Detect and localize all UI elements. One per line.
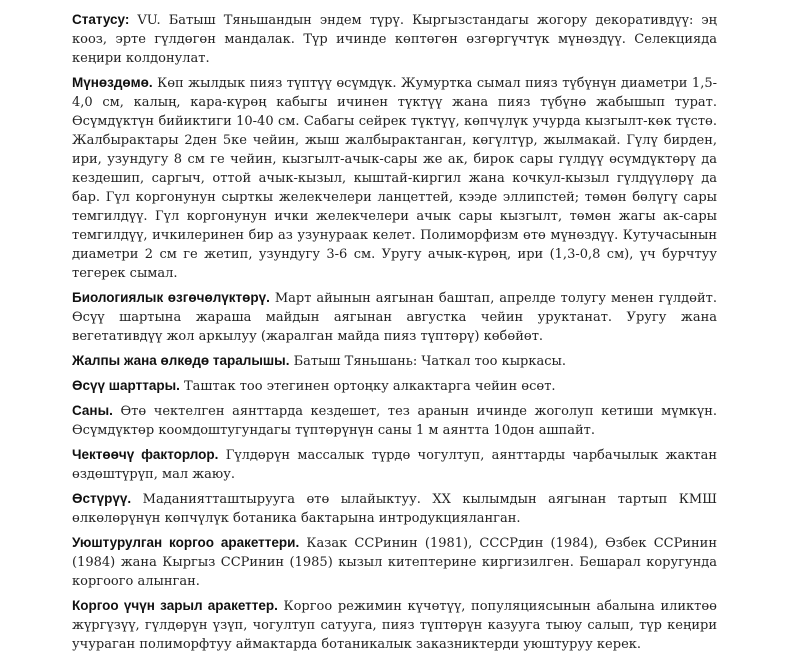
- section-heading: Мүнөздөмө.: [72, 75, 153, 90]
- section-growth-conditions: [72, 376, 717, 396]
- section-text: VU. Батыш Тяньшандын эндем түрү. Кыргызстандагы жогору декоративдүү: эң кооз, эрте гүлдөгөн мандалак. Түр ичинде көптөгөн өзгөргүчтүк мүнөздүү. Селекцияда кеңири колдонулат.: [72, 13, 717, 66]
- section-text: Коргоо режимин күчөтүү, популяциясынын абалына иликтөө жүргүзүү, гүлдөрүн үзүп, чогултуп сатууга, пияз түптөрүн казууга тыюу салып, түр кеңири учураган полиморфтуу аймактарда ботаникалык заказниктерди уюштуруу керек.: [72, 599, 717, 652]
- section-text: Гүлдөрүн массалык түрдө чогултуп, аянттарды чарбачылык жактан өздөштүрүп, мал жаюу.: [72, 448, 717, 482]
- section-protection-measures: [72, 533, 717, 591]
- section-text: Казак ССРинин (1981), СССРдин (1984), Өзбек ССРинин (1984) жана Кыргыз ССРинин (1985) кызыл китептерине киргизилген. Бешарал коругунда коргоого алынган.: [72, 536, 717, 589]
- section-population: [72, 401, 717, 440]
- section-text: Март айынын аягынан баштап, апрелде толугу менен гүлдөйт. Өсүү шартына жараша майдын аягынан августка чейин уруктанат. Уругу жана вегетативдүү жол аркылуу (жаралган майда пияз түптөрү) көбөйөт.: [72, 291, 717, 344]
- section-heading: Уюштурулган коргоо аракеттери.: [72, 535, 300, 550]
- section-status: [72, 10, 717, 68]
- section-text: Өтө чектелген аянттарда кездешет, тез аранын ичинде жоголуп кетиши мүмкүн. Өсүмдүктөр коомдоштугундагы түптөрүнүн саны 1 м аянтта 10дон ашпайт.: [72, 404, 717, 438]
- section-heading: Коргоо үчүн зарыл аракеттер.: [72, 598, 278, 613]
- section-cultivation: [72, 489, 717, 528]
- section-heading: Статусу:: [72, 12, 130, 27]
- section-biology: [72, 288, 717, 346]
- section-description: [72, 73, 717, 283]
- section-text: Маданиятташтырууга өтө ылайыктуу. XX кылымдын аягынан тартып КМШ өлкөлөрүнүн көпчүлүк ботаника бактарына интродукцияланган.: [72, 492, 717, 526]
- section-text: Таштак тоо этегинен ортоңку алкактарга чейин өсөт.: [179, 379, 556, 394]
- section-heading: Жалпы жана өлкөдө таралышы.: [72, 353, 290, 368]
- section-heading: Өсүү шарттары.: [72, 378, 180, 393]
- section-heading: Биологиялык өзгөчөлүктөрү.: [72, 290, 270, 305]
- section-heading: Өстүрүү.: [72, 491, 132, 506]
- section-heading: Саны.: [72, 403, 113, 418]
- section-limiting-factors: [72, 445, 717, 484]
- section-text: Көп жылдык пияз түптүү өсүмдүк. Жумуртка сымал пияз түбүнүн диаметри 1,5-4,0 см, калың, кара-күрөң кабыгы ичинен түктүү жана пияз түбүнө жабышып турат. Өсүмдүктүн бийиктиги 10-40 см. Сабагы сейрек түктүү, көпчүлүк учурда кызгылт-көк түстө. Жалбырактары 2ден 5ке чейин, жыш жалбырактанган, көгүлтүр, жылмакай. Гүлү бирден, ири, узундугу 8 см ге чейин, кызгылт-ачык-сары же ак, бирок сары гүлдүү өсүмдүктөрү да кездешип, саргыч, оттой ачык-кызыл, кыштай-киргил жана кочкул-кызыл гүлдүүлөрү да бар. Гүл коргонунун сырткы желекчелери ланцеттей, кээде эллипстей; төмөн бөлүгү сары темгилдүү. Гүл коргонунун ички желекчелери ачык сары кызгылт, төмөн жагы ак-сары темгилдүү, ичкилеринен бир аз узунураак келет. Полиморфизм өтө мүнөздүү. Кутучасынын диаметри 2 см ге жетип, узундугу 3-6 см. Уругу ачык-күрөң, ири (1,3-0,8 см), үч бурчтуу тегерек сымал.: [72, 76, 717, 281]
- section-required-actions: [72, 596, 717, 654]
- section-distribution: [72, 351, 717, 371]
- section-text: Батыш Тяньшань: Чаткал тоо кыркасы.: [289, 354, 567, 369]
- section-heading: Чектөөчү факторлор.: [72, 447, 219, 462]
